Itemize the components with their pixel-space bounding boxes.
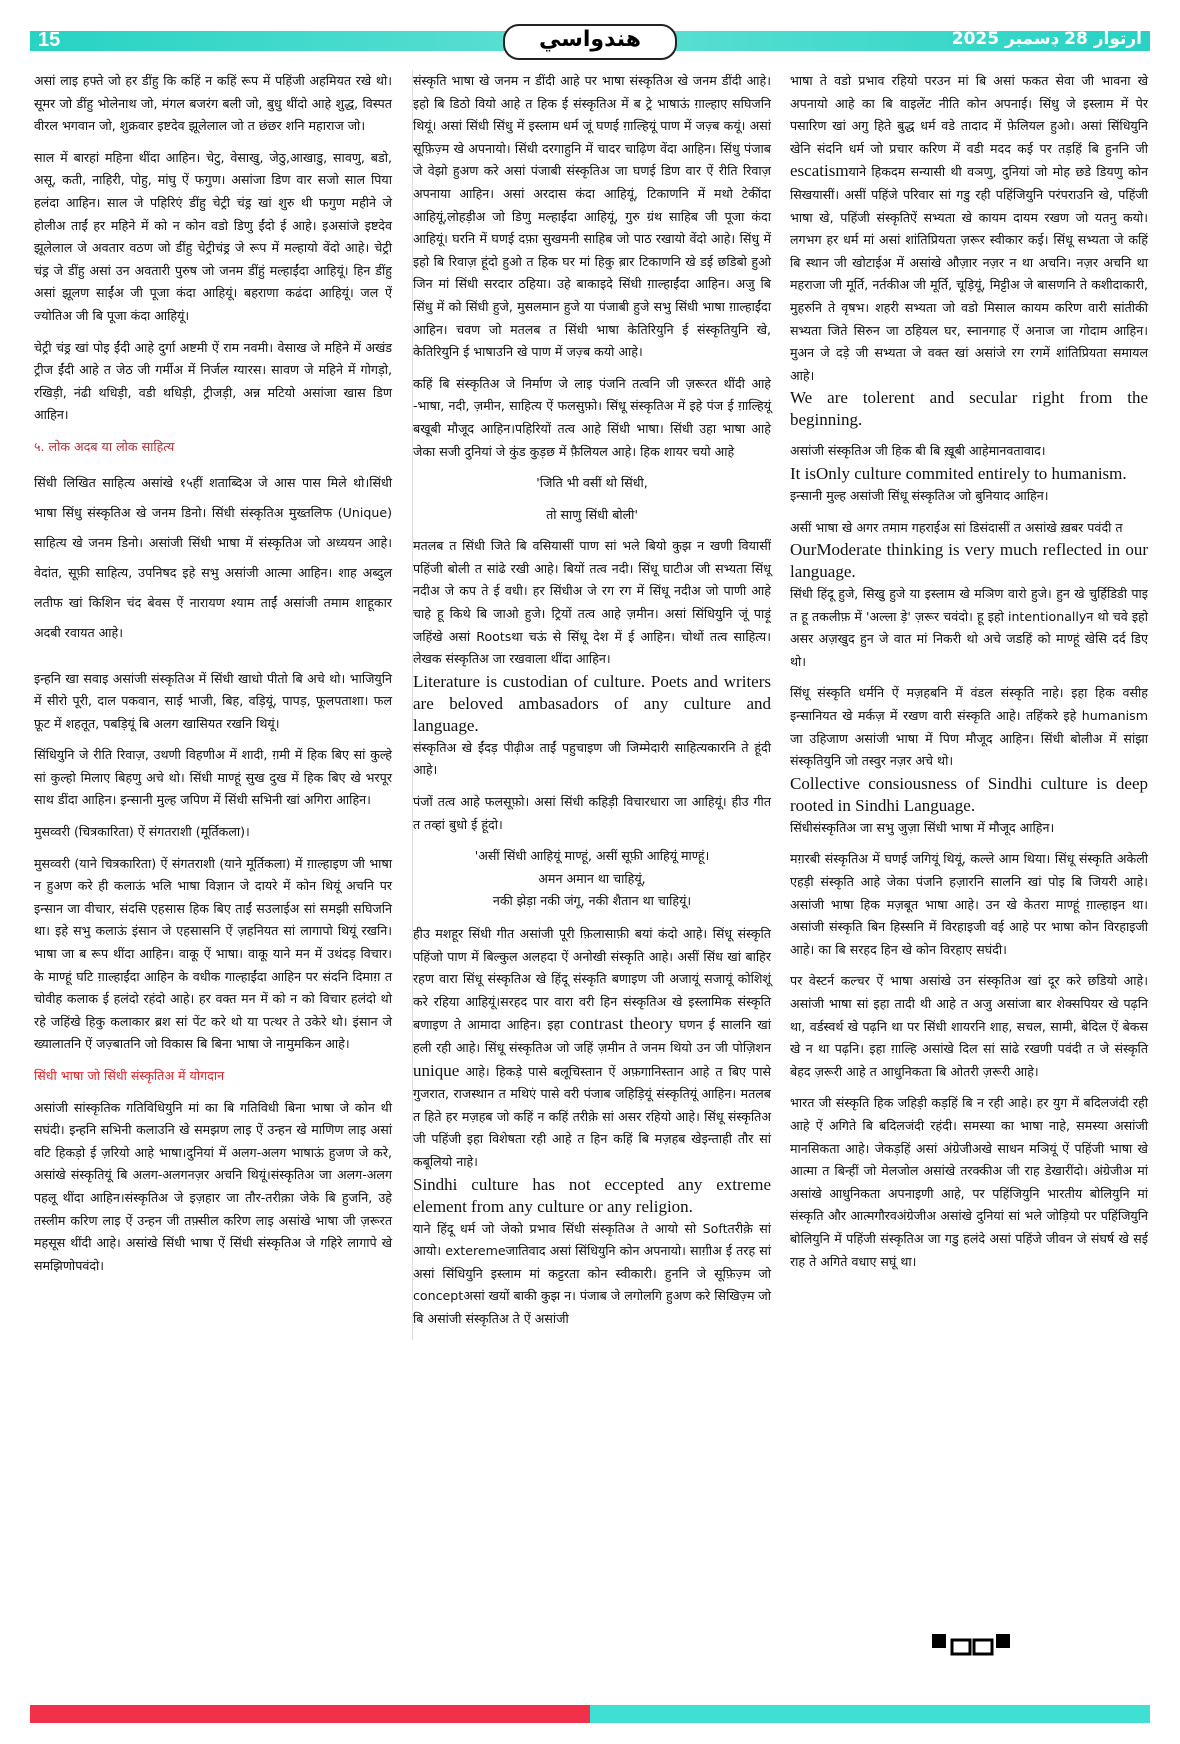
english-quote: Collective consiousness of Sindhi culture is deep rooted in Sindhi Language.: [790, 773, 1148, 815]
paragraph-text: हीउ मशहूर सिंधी गीत असांजी पूरी फ़िलासाफ़ी बयां कंदो आहे। सिंधू संस्कृति पहिंजो पाण में बिल्कुल अलहदा ऐं अनोखी संस्कृति आहे। असीं सिंध खां बाहिर रहण वारा सिंधू संस्कृतिअ खे हिंदू संस्कृति बणाइण जी अजायूं सजायूं कोशिशूं करे रहिया आहियूं।सरहद पार वारा वरी हिन संस्कृतिअ खे इस्लामिक संस्कृति बणाइण ते आमादा आहिन। इहा: [413, 926, 771, 1033]
paragraph: कहिं बि संस्कृतिअ जे निर्माण जे लाइ पंजनि तत्वनि जी ज़रूरत थींदी आहे -भाषा, नदी, ज़मीन, साहित्य ऐं फलसुफ़ो। सिंधू संस्कृतिअ में इहे पंज ई ग़ाल्हियूं बखूबी मौजूद आहिन।पहिरियों तत्व आहे सिंधी भाषा। सिंधी उहा भाषा आहे जेका सजी दुनियां जे कुंड कुड़छ में फ़ैलियल आहे। हिक शायर चयो आहे: [413, 375, 771, 459]
paragraph-text: भाषा ते वडो प्रभाव रहियो परउन मां बि असां फकत सेवा जी भावना खे अपनायो आहे का बि वाइलेंट नीति कोन अपनाई। सिंधु जे इस्लाम में पेर पसारिण खां अगु हिते बुद्ध धर्म वडे तादाद में फ़ेलियल हुओ। असां सिंधियुनि खेनि संदनि धर्म जो प्रचार करिण में वडी मदद कई पर तड़हिं बि हुननि जी: [790, 73, 1148, 156]
paragraph: चेट्री चंड्र खां पोइ ईंदी आहे दुर्गा अष्टमी ऐं राम नवमी। वेसाख जे महिने में अखंड ट्रीज ईंदी आहे त जेठ जी गर्मीअ में निर्जल ग्यारस। सावण जे महिने में गोगड़ो, रखिड़ी, नंढी थधिड़ी, वडी थधिड़ी, ट्रीजड़ी, अन्न मटियो असांजा खास डिण आहिन।: [34, 339, 392, 423]
footer-bar-teal: [590, 1705, 1150, 1723]
english-quote: OurModerate thinking is very much reflected in our language.: [790, 540, 1148, 582]
english-quote: It isOnly culture commited entirely to humanism.: [790, 463, 1127, 483]
paragraph: पर वेस्टर्न कल्चर ऐं भाषा असांखे उन संस्कृतिअ खां दूर करे छडियो आहे। असांजी भाषा सां इहा तादी थी आहे त अजु असांजा बार शेक्सपियर खे पढ़नि था, वर्डस्वर्थ खे पढ़नि था पर सिंधी शायरनि शाह, सचल, सामी, बेदिल ऐं बेकस खे न था पढ़नि। इहा ग़ाल्हि असांखे दिल सां सांढे रखणी पवंदी त जे संस्कृति बेहद ज़रूरी आहे त आधुनिकता बि ओतरी ज़रूरी आहे।: [790, 973, 1148, 1079]
paragraph: संस्कृति भाषा खे जनम न डींदी आहे पर भाषा संस्कृतिअ खे जनम डींदी आहे। इहो बि डिठो वियो आहे त हिक ई संस्कृतिअ में ब ट्रे भाषाऊं ग़ाल्हाए सघिजनि थियूं। असां सिंधी सिंधु में इस्लाम धर्म जूं घणई ग़ाल्हियूं पाण में जज़्ब कयूं। असां सूफ़िज़्म खे अपनायो। सिंधी दरगाहुनि में चादर चाढ़िण वेंदा आहिन। सिंधु पंजाब जे वेझो हुअण करे असां पंजाबी संस्कृतिअ जा घणई डिण वार ऐं रीति रिवाज़ अपनाया आहिन। असां अरदास कंदा आहियूं, टिकाणनि में मथो टेकींदा आहियूं,लोहड़ीअ जो डिणु मल्हाईंदा आहियूं, गुरु ग्रंथ साहिब जी पूजा कंदा आहियूं। घरनि में घणई दफ़ा सुखमनी साहिब जो पाठ रखायो वेंदो आहे। सिंधु में इहो बि रिवाज़ हूंदो हुओ त हिक घर मां हिकु ब़ार टिकाणनि खे डई छडिबो हुओ जिन मां सिंधी सरदार ठहिया। उहे बाकाइदे सिंधी ग़ाल्हाईंदा आहिन। अजु बि सिंधु में को सिंधी हुजे, मुसलमान हुजे या पंजाबी हुजे सभु सिंधी भाषा ग़ाल्हाईंदा आहिन। चवण जो मतलब त सिंधी भाषा केतिरियुनि ई संस्कृतियुनि खे, केतिरियुनि ई भाषाउनि खे पाण में जज़्ब कयो आहे।: [413, 73, 771, 360]
paragraph: मुसव्वरी (चित्रकारिता) ऐं संगतराशी (मूर्तिकला)।: [34, 824, 250, 840]
article-column-1: [34, 70, 392, 1286]
paragraph: [790, 70, 1148, 387]
paragraph: संस्कृतिअ खे ईंदड़ पीढ़ीअ ताईं पहुचाइण जी जिम्मेदारी साहित्यकारनि ते हूंदी आहे।: [413, 739, 771, 778]
paragraph: इन्हनि खा सवाइ असांजी संस्कृतिअ में सिंधी खाधो पीतो बि अचे थो। भाजियुनि में सीरो पूरी, दाल पकवान, साई भाजी, बिह, वड़ियूं, पापड़, फूलपताशा। फल फ़ूट में शहतूत, पबड़ियूं बि अलग खासियत रखनि थियूं।: [34, 670, 392, 731]
paragraph-text: आहे। हिकड़े पासे बलूचिस्तान ऐं अफ़गानिस्तान आहे त बिए पासे गुजरात, राजस्थान त मथिएं पासे वरी पंजाब जहिड़ियूं संस्कृतियूं आहिन। मतलब त हिते हर मज़हब जो कहिं न कहिं तरीक़े सां असर रहियो आहे। सिंधू संस्कृतिअ जी पहिंजी इहा विशेषता रही आहे त हिन कहिं बि मज़हब खेइन्ताही तौर सां कबूलियो नाहे।: [413, 1063, 771, 1169]
paragraph: असां लाइ हफ्ते जो हर डींहु कि कहिं न कहिं रूप में पहिंजी अहमियत रखे थो। सूमर जो डींहु भोलेनाथ जो, मंगल बजरंग बली जो, बुधु थींदो आहे शुद्ध, विस्पत वीरल भगवान जो, शुक्रवार इष्टदेव झूलेलाल जो त छंछर शनि महाराज जो।: [34, 73, 392, 134]
poem-line: तो साणु सिंधी बोली': [546, 506, 638, 522]
article-end-mark-icon: [930, 1632, 1012, 1656]
paragraph: [413, 923, 771, 1174]
paragraph: मुसव्वरी (याने चित्रकारिता) ऐं संगतराशी (याने मूर्तिकला) में ग़ाल्हाइण जी भाषा न हुअण करे ही कलाऊं भलि भाषा विज्ञान जे दायरे में कोन थियूं अचनि पर इन्सान जा वीचार, संदसि एहसास हिक बिए ताईं सउलाईअ सां समझी सघिजनि था। इहे सभु कलाऊं इंसान जे एहसासनि ऐं ज़हनियत सां लागापो थियूं रखनि। भाषा जा ब रूप थींदा आहिन। वाकू ऐं भाषा। वाकू याने मन में उथंदड़ विचार। के माण्हूं घटि ग़ाल्हाईंदा आहिन के वधीक गाल्हाईंदा आहिन पर संदनि दिमाग़ त चोवीह कलाक ई हलंदो रहंदो आहे। हर वक्त मन में को न को विचार हलंदो थो रहे जहिंखे हिकु कलाकार ब्रश सां पेंट करे थो या पत्थर ते उकेरे थो। इंसान जे ख्यालातनि ऐं जज़्बातनि जो विकास बि बिना भाषा जे नामुमकिन आहे।: [34, 855, 392, 1052]
paragraph: सिंधी लिखित साहित्य असांखे १५हीं शताब्दिअ जे आस पास मिले थो।सिंधी भाषा सिंधु संस्कृतिअ खे जनम डिनो। सिंधी संस्कृतिअ मुख्तलिफ (Unique) साहित्य खे जनम डिनो। असांजी सिंधी भाषा में संस्कृतिअ जो अध्ययन आहे। वेदांत, सूफ़ी साहित्य, उपनिषद इहे सभु असांजी आत्मा आहिन। शाह अब्दुल लतीफ खां किशिन चंद बेवस ऐं नारायण श्याम ताईं असांजी तमाम शाहूकार अदबी रवायत आहे।: [34, 474, 392, 640]
paragraph: भारत जी संस्कृति हिक जहिड़ी कड़हिं बि न रही आहे। हर युग में बदिलजंदी रही आहे ऐं अगिते बि बदिलजंदी रहंदी। समस्या का भाषा नाहे, समस्या असांजी मानसिकता आहे। जेकड़हिं असां अंग्रेजीअखे साधन मञियूं ऐं पहिंजी भाषा खे आत्मा त बिन्हीं जो मेलजोल असांखे तरक्कीअ जी राह डेखारींदो। अंग्रेजीअ मां असांखे आधुनिकता अपनाइणी आहे, पर पहिंजियुनि भारतीय बोलियुनि मां संस्कृति और आत्मगौरवअंग्रेजीअ असांखे दुनियां सां भले जोड़ियो पर पहिंजियुनि बोलियुनि में पहिंजी संस्कृतिअ जा गडु हलंदे असां पहिंजे जीवन जे संघर्ष खे सई राह ते अगिते वधाए सघूं था।: [790, 1095, 1148, 1269]
english-term: escatism: [790, 161, 849, 181]
article-column-3: [790, 70, 1148, 1282]
english-term: unique: [413, 1060, 460, 1080]
paragraph: इन्सानी मुल्ह असांजी सिंधू संस्कृतिअ जो बुनियाद आहिन।: [790, 487, 1049, 503]
issue-date: آرتوار 28 ڊسمبر 2025: [951, 29, 1142, 49]
paragraph: सिंधीसंस्कृतिअ जा सभु जुज़ा सिंधी भाषा में मौजूद आहिन।: [790, 819, 1055, 835]
paragraph-text: घणन ई सालनि खां हली रही आहे। सिंधू संस्कृतिअ जो जहिं ज़मीन ते जनम थियो उन जी पोज़िशन: [413, 1017, 771, 1055]
english-quote: Literature is custodian of culture. Poets and writers are beloved ambasadors of any culture and language.: [413, 671, 771, 735]
paragraph: मतलब त सिंधी जिते बि वसियासीं पाण सां भले बियो कुझ न खणी वियासीं पहिंजी बोली त सांढे रखी आहे। बियों तत्व नदी। सिंधू घाटीअ जी सभ्यता सिंधू नदीअ जे कप ते ई वधी। हर सिंधीअ जे रग रग में सिंधू नदीअ जो पाणी आहे चाहे हू किथे बि जाओ हुजे। ट्रियों तत्व आहे ज़मीन। असां सिंधियुनि जूं पाड़ूं जहिंखे असां Rootsथा चऊं से सिंधू देश में ई आहिन। चोथों तत्व साहित्य। लेखक संस्कृतिअ जा रखवाला थींदा आहिन।: [413, 538, 771, 667]
paragraph-text: याने हिकदम सन्यासी थी वञणु, दुनियां जो मोह छडे डियणु कोन सिखयासीं। असीं पहिंजे परिवार सां गडु रही पहिंजियुनि परंपराउनि खे, पहिंजी भाषा खे, पहिंजी संस्कृतिऐं सभ्यता खे कायम दायम रखण जो यतनु कयो। लगभग हर धर्म मां असां शांतिप्रियता ज़रूर स्वीकार कई। सिंधू सभ्यता जे कहिं बि स्थान जी खोटाईअ में असांखे औज़ार नज़र न था अचनि। नज़र अचनि था महराजा जी मूर्ति, नर्तकीअ जी मूर्ति, चूड़ियूं, मिट्टीअ जे बासणनि ते कशीदाकारी, मुहरुनि ते वृषभ। शहरी सभ्यता जो वडो मिसाल कायम करिण वारी सांतीकी सभ्यता जिते सिरुन जा ठहियल घर, स्नानगाह ऐं अनाज जा गोदाम आहिन। मुअन जे दड़े जी सभ्यता जे वक्त खां असांजे रग रगमें शांतिप्रियता समायल आहे।: [790, 164, 1148, 383]
poem-line: नकी झेड़ा नकी जंगू, नकी शैतान था चाहियूं।: [492, 893, 692, 909]
paragraph: असांजी सांस्कृतिक गतिविधियुनि मां का बि गतिविधी बिना भाषा जे कोन थी सघंदी। इन्हनि सभिनी कलाउनि खे समझण लाइ ऐं उन्हन खे माणिण लाइ असां वटि हिकड़ो ई ज़रियो आहे भाषा।दुनियां में अलग-अलग भाषाऊं हुजण जे करे, असांखे संस्कृतियूं बि अलग-अलगनज़र अचनि थियूं।संस्कृतिअ जा अलग-अलग पहलू थींदा आहिन।संस्कृतिअ जे इज़हार जा तौर-तरीक़ा जेके बि हुजनि, उहे तस्लीम करिण लाइ ऐं उन्हन जी तफ़्सील करिण लाइ असांखे भाषा जी ज़रूरत महसूस थींदी आहे। असांखे सिंधी भाषा ऐं सिंधी संस्कृतिअ जे गहिरे लागापे खे समझिणोपवंदो।: [34, 1099, 392, 1273]
paragraph: असीं भाषा खे अगर तमाम गहराईअ सां डिसंदासीं त असांखे ख़बर पवंदी त: [790, 519, 1123, 535]
english-quote: We are tolerent and secular right from the beginning.: [790, 388, 1148, 430]
newspaper-masthead: هندواسي: [503, 24, 677, 60]
english-term: contrast theory: [569, 1014, 674, 1034]
article-column-2: [412, 70, 771, 1340]
section-heading-red: सिंधी भाषा जो सिंधी संस्कृतिअ में योगदान: [34, 1068, 225, 1083]
paragraph: साल में बारहां महिना थींदा आहिन। चेटु, वेसाखु, जेठु,आखाडु, सावणु, बडो, असू, कती, नाहिरी, पोहु, मांघु ऐं फगुण। असांजा डिण वार सजो साल पिया हलंदा आहिन। साल जे पहिरिएं डींहु चेट्री चंड्र खां शुरु थी फगुण महीने जे होलीअ ताईं हर महिने में को न कोन वडो डिणु ईंदो ई आहे। इअसांजे इष्टदेव झूलेलाल जे अवतार वठण जो डींहु चेट्रीचंड्र जे रूप में मल्हायो वेंदो आहे। चेट्री चंड्र जे डींहु असां उन अवतारी पुरुष जो जनम डींहुं मल्हाईंदा आहियूं। हिन डींहु असां झूलण साईंअ जी पूजा कंदा आहियूं। बहराणा कढंदा आहियूं। जल ऐं ज्योतिअ जी बि पूजा कंदा आहियूं।: [34, 149, 392, 323]
english-quote: Sindhi culture has not eccepted any extreme element from any culture or any religion.: [413, 1174, 771, 1216]
poem-line: 'जिति भी वसीं थो सिंधी,: [536, 475, 648, 491]
paragraph: मग़रबी संस्कृतिअ में घणई जगियूं थियूं, कल्ले आम थिया। सिंधू संस्कृति अकेली एहड़ी संस्कृति आहे जेका पंजनि हज़ारनि सालनि खां पोइ बि जियरी आहे। असांजी भाषा हिक मज़बूत भाषा आहे। उन खे केतरा माण्हूं ग़ाल्हाइन था। असांजी संस्कृति बिन हिस्सनि में विरहाइजी वई आहे पर भाषा कोन विरहाइजी आहे। का बि सरहद हिन खे कोन विरहाए सघंदी।: [790, 851, 1148, 957]
page-number: 15: [38, 29, 61, 51]
paragraph: पंजों तत्व आहे फलसूफ़ो। असां सिंधी कहिड़ी विचारधारा जा आहियूं। हीउ गीत त तव्हां बुधो ई हूंदो।: [413, 794, 771, 832]
paragraph: सिंधियुनि जे रीति रिवाज़, उथणी विहणीअ में शादी, ग़मी में हिक बिए सां कुल्हे सां कुल्हो मिलाए बिहणु अचे थो। सिंधी माण्हूं सुख दुख में हिक बिए खे भरपूर साथ डींदा आहिन। इन्सानी मुल्ह जपिण में सिंधी सभिनी खां अगिरा आहिन।: [34, 747, 392, 808]
paragraph: असांजी संस्कृतिअ जी हिक बी बि ख़ूबी आहेमानवतावाद।: [790, 443, 1046, 459]
section-heading: ५. लोक अदब या लोक साहित्य: [34, 438, 175, 454]
poem-line: 'असीं सिंधी आहियूं माण्हूं, असीं सूफ़ी आहियूं माण्हूं।: [474, 848, 710, 864]
footer-bar-red: [30, 1705, 590, 1723]
paragraph: सिंधू संस्कृति धर्मनि ऐं मज़हबनि में वंडल संस्कृति नाहे। इहा हिक वसीह इन्सानियत खे मर्कज़ में रखण वारी संस्कृति आहे। तहिंकरे इहे humanism जा उहिजाण असांजी भाषा में पिण मौजूद आहिन। सिंधी बोलीअ में सांझा संस्कृतियुनि जो तस्वुर नज़र अचे थो।: [790, 685, 1148, 769]
page-header: [30, 26, 1150, 56]
paragraph: सिंधी हिंदू हुजे, सिखु हुजे या इस्लाम खे मञिण वारो हुजे। हुन खे चुर्हिडिडी पाइ त हू तकलीफ़ में 'अल्ला ड़े' ज़रूर चवंदो। हू इहो intentionallyन थो चवे इहो असर अज़खुद हुन जे वात मां निकरी थो अचे जडहिं को माण्हूं खेसि दर्द डिए थो।: [790, 586, 1148, 669]
poem-line: अमन अमान था चाहियूं,: [538, 870, 646, 886]
paragraph: याने हिंदू धर्म जो जेको प्रभाव सिंधी संस्कृतिअ ते आयो सो Softतरीक़े सां आयो। exteremeजातिवाद असां सिंधियुनि कोन अपनायो। साग़ीअ ई तरह सां असां सिंधियुनि इस्लाम मां कट्टरता कोन स्वीकारी। हुननि जे सूफ़िज़्म जो conceptअसां खयों बाकी कुझ न। पंजाब जे लगोलगि हुअण करे सिखिज़्म जो बि असांजी संस्कृतिअ ते ऐं असांजी: [413, 1220, 771, 1326]
